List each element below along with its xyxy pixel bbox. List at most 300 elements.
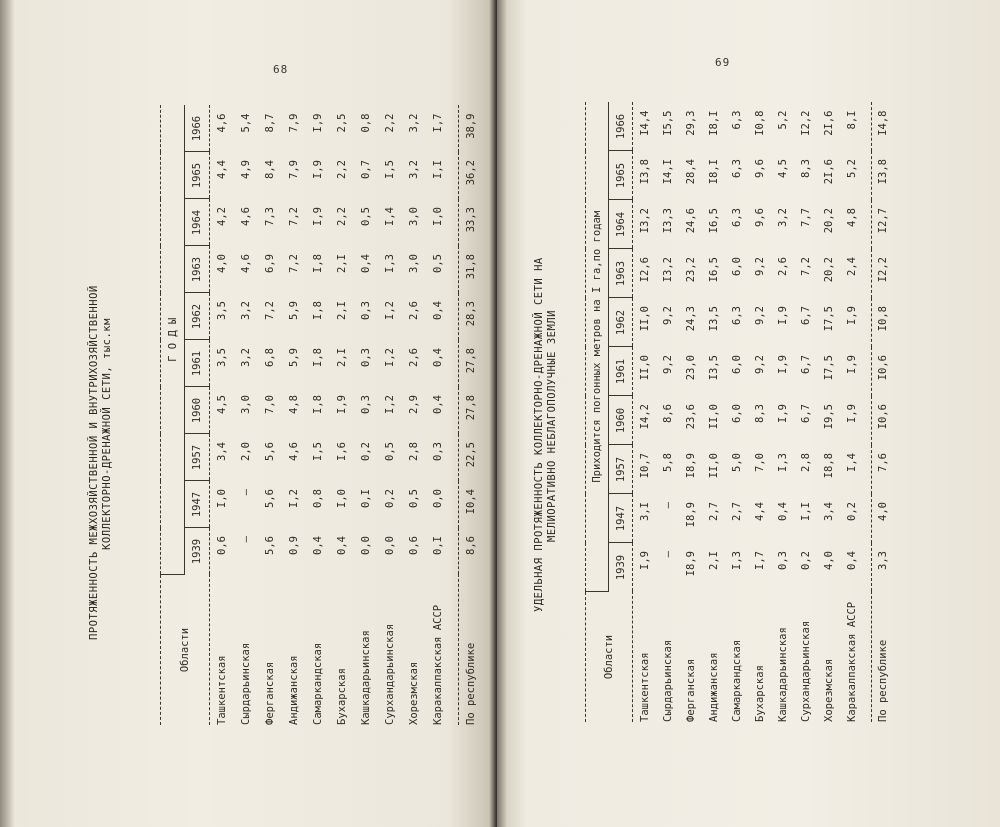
table-row bbox=[748, 103, 771, 723]
value-cell: I3,2 bbox=[661, 257, 674, 283]
value-cell: I7,5 bbox=[822, 306, 835, 332]
value-cell: 6,3 bbox=[730, 208, 743, 227]
region-name: Самаркандская bbox=[730, 639, 743, 722]
header-year: 1965 bbox=[185, 152, 210, 199]
value-cell: 5,4 bbox=[240, 113, 252, 133]
value-cell: 0,8 bbox=[360, 113, 372, 133]
region-name: Андижанская bbox=[288, 655, 300, 725]
table-row bbox=[426, 106, 450, 726]
value-cell: 3,2 bbox=[776, 208, 789, 227]
value-cell: 0,5 bbox=[432, 254, 444, 273]
value-cell: I3,8 bbox=[871, 151, 895, 200]
right-title-line1: УДЕЛЬНАЯ ПРОТЯЖЕННОСТЬ КОЛЛЕКТОРНО-ДРЕНАЖНОЙ СЕТИ НА bbox=[533, 257, 545, 612]
header-year: 1957 bbox=[185, 434, 210, 481]
value-cell: 0,0 bbox=[432, 489, 444, 508]
value-cell: 3,2 bbox=[240, 348, 252, 367]
value-cell: – bbox=[661, 551, 674, 558]
table-row bbox=[679, 103, 702, 723]
table-row bbox=[402, 106, 426, 726]
value-cell: I,9 bbox=[845, 355, 858, 374]
value-cell: I,3 bbox=[384, 254, 396, 273]
value-cell: 38,9 bbox=[458, 106, 483, 153]
total-row bbox=[458, 106, 483, 726]
value-cell: 0,4 bbox=[312, 536, 324, 555]
value-cell: 2,4 bbox=[845, 257, 858, 276]
value-cell: 9,2 bbox=[753, 306, 766, 325]
value-cell: I,8 bbox=[312, 395, 324, 414]
value-cell: 3,3 bbox=[871, 543, 895, 592]
value-cell: 2,2 bbox=[336, 207, 348, 226]
value-cell: 0,8 bbox=[312, 489, 324, 508]
value-cell: – bbox=[240, 536, 252, 543]
value-cell: I8,8 bbox=[822, 453, 835, 479]
value-cell: 29,3 bbox=[684, 110, 697, 136]
page-number-right: 69 bbox=[715, 56, 731, 69]
value-cell: 9,2 bbox=[753, 355, 766, 374]
value-cell: 0,I bbox=[432, 536, 444, 555]
value-cell: I3,3 bbox=[661, 208, 674, 234]
value-cell: I,9 bbox=[312, 207, 324, 226]
value-cell: 6,7 bbox=[799, 355, 812, 374]
region-name: Сырдарьинская bbox=[661, 639, 674, 722]
value-cell: 0,2 bbox=[384, 489, 396, 508]
value-cell: 4,9 bbox=[240, 160, 252, 179]
region-name: Ташкентская bbox=[216, 655, 228, 725]
region-name: Сырдарьинская bbox=[240, 642, 252, 725]
value-cell: 6,0 bbox=[730, 355, 743, 374]
header-year: 1939 bbox=[185, 528, 210, 575]
region-name: Сурхандарьинская bbox=[384, 623, 396, 725]
value-cell: 6,3 bbox=[730, 159, 743, 178]
value-cell: 6,3 bbox=[730, 110, 743, 130]
value-cell: 4,4 bbox=[216, 160, 228, 179]
left-data-table bbox=[160, 99, 475, 725]
value-cell: I4,I bbox=[661, 159, 674, 185]
value-cell: 9,2 bbox=[753, 257, 766, 276]
value-cell: 2,I bbox=[336, 301, 348, 320]
value-cell: 0,0 bbox=[384, 536, 396, 555]
value-cell: I3,8 bbox=[638, 159, 651, 185]
region-name: Каракалпакская АССР bbox=[432, 604, 444, 725]
value-cell: 4,5 bbox=[776, 159, 789, 178]
value-cell: 24,6 bbox=[684, 208, 697, 234]
value-cell: 20,2 bbox=[822, 257, 835, 283]
table-row bbox=[656, 103, 679, 723]
value-cell: I0,6 bbox=[871, 396, 895, 445]
value-cell: 7,0 bbox=[753, 453, 766, 472]
value-cell: I3,2 bbox=[638, 208, 651, 234]
value-cell: 2I,6 bbox=[822, 110, 835, 136]
header-year: 1960 bbox=[609, 396, 633, 445]
value-cell: I,9 bbox=[776, 306, 789, 325]
header-year: 1960 bbox=[185, 387, 210, 434]
left-table-title bbox=[88, 285, 114, 640]
table-row bbox=[258, 106, 282, 726]
value-cell: 0,3 bbox=[360, 301, 372, 320]
value-cell: 7,7 bbox=[799, 208, 812, 227]
value-cell: I6,5 bbox=[707, 257, 720, 283]
value-cell: 23,2 bbox=[684, 257, 697, 283]
value-cell: 5,6 bbox=[264, 442, 276, 461]
value-cell: 0,4 bbox=[360, 254, 372, 273]
value-cell: II,0 bbox=[638, 355, 651, 381]
value-cell: I,9 bbox=[845, 404, 858, 423]
region-name: Бухарская bbox=[336, 668, 348, 725]
value-cell: 0,4 bbox=[336, 536, 348, 555]
value-cell: 36,2 bbox=[458, 152, 483, 199]
value-cell: I8,I bbox=[707, 159, 720, 185]
header-year: 1966 bbox=[185, 106, 210, 153]
value-cell: 4,0 bbox=[871, 494, 895, 543]
table-row bbox=[702, 103, 725, 723]
value-cell: 3,4 bbox=[216, 442, 228, 461]
value-cell: I3,5 bbox=[707, 306, 720, 332]
value-cell: 0,5 bbox=[384, 442, 396, 461]
value-cell: 8,3 bbox=[799, 159, 812, 178]
value-cell: I,8 bbox=[312, 254, 324, 273]
value-cell: 4,5 bbox=[216, 395, 228, 414]
value-cell: I,9 bbox=[776, 404, 789, 423]
value-cell: I,0 bbox=[432, 207, 444, 226]
value-cell: I,3 bbox=[776, 453, 789, 472]
value-cell: I3,5 bbox=[707, 355, 720, 381]
table-row bbox=[794, 103, 817, 723]
value-cell: 2,8 bbox=[799, 453, 812, 472]
value-cell: I,4 bbox=[845, 453, 858, 472]
value-cell: I2,7 bbox=[871, 200, 895, 249]
header-year: 1963 bbox=[185, 246, 210, 293]
value-cell: 4,6 bbox=[240, 207, 252, 226]
right-page bbox=[497, 0, 1000, 827]
value-cell: 0,6 bbox=[216, 536, 228, 555]
value-cell: 4,8 bbox=[288, 395, 300, 414]
region-name: Андижанская bbox=[707, 652, 720, 722]
value-cell: 9,6 bbox=[753, 208, 766, 227]
header-year: 1947 bbox=[609, 494, 633, 543]
value-cell: 0,5 bbox=[360, 207, 372, 226]
table-row bbox=[771, 103, 794, 723]
right-title-line2: МЕЛИОРАТИВНО НЕБЛАГОПОЛУЧНЫЕ ЗЕМЛИ bbox=[546, 310, 558, 542]
value-cell: 2,6 bbox=[776, 257, 789, 276]
region-name: Ферганская bbox=[264, 661, 276, 725]
total-row bbox=[871, 103, 895, 723]
value-cell: II,0 bbox=[638, 306, 651, 332]
value-cell: 7,2 bbox=[799, 257, 812, 276]
value-cell: 8,7 bbox=[264, 113, 276, 133]
value-cell: 2,5 bbox=[336, 113, 348, 133]
header-year: 1962 bbox=[185, 293, 210, 340]
value-cell: I,9 bbox=[336, 395, 348, 414]
table-row bbox=[306, 106, 330, 726]
value-cell: 2I,6 bbox=[822, 159, 835, 185]
region-name: По республике bbox=[458, 575, 483, 726]
value-cell: 2,2 bbox=[384, 113, 396, 133]
value-cell: 4,8 bbox=[845, 208, 858, 227]
header-years-group: Г О Д Ы bbox=[161, 106, 185, 575]
value-cell: 23,6 bbox=[684, 404, 697, 430]
value-cell: 9,6 bbox=[753, 159, 766, 178]
right-data-table bbox=[585, 86, 895, 722]
value-cell: 5,6 bbox=[264, 489, 276, 508]
table-row bbox=[210, 106, 235, 726]
right-table-title bbox=[533, 257, 559, 612]
value-cell: 2,0 bbox=[240, 442, 252, 461]
value-cell: I2,6 bbox=[638, 257, 651, 283]
value-cell: 3,4 bbox=[822, 502, 835, 521]
value-cell: I0,7 bbox=[638, 453, 651, 479]
value-cell: – bbox=[661, 502, 674, 509]
value-cell: I,9 bbox=[776, 355, 789, 374]
value-cell: I5,5 bbox=[661, 110, 674, 136]
value-cell: 0,2 bbox=[799, 551, 812, 570]
value-cell: 7,2 bbox=[288, 207, 300, 226]
value-cell: I7,5 bbox=[822, 355, 835, 381]
value-cell: I,7 bbox=[753, 551, 766, 570]
value-cell: I,3 bbox=[730, 551, 743, 570]
value-cell: 31,8 bbox=[458, 246, 483, 293]
value-cell: I,2 bbox=[288, 489, 300, 508]
value-cell: 3,0 bbox=[408, 254, 420, 273]
value-cell: I,7 bbox=[432, 113, 444, 133]
header-year: 1957 bbox=[609, 445, 633, 494]
value-cell: 7,2 bbox=[288, 254, 300, 273]
value-cell: I0,6 bbox=[871, 347, 895, 396]
value-cell: 9,2 bbox=[661, 355, 674, 374]
value-cell: 3,2 bbox=[408, 113, 420, 133]
value-cell: 5,0 bbox=[730, 453, 743, 472]
region-name: Ферганская bbox=[684, 658, 697, 722]
value-cell: 6,3 bbox=[730, 306, 743, 325]
value-cell: 5,8 bbox=[661, 453, 674, 472]
value-cell: 3,5 bbox=[216, 301, 228, 320]
value-cell: 27,8 bbox=[458, 387, 483, 434]
value-cell: 0,5 bbox=[408, 489, 420, 508]
value-cell: I,2 bbox=[384, 395, 396, 414]
value-cell: I8,9 bbox=[684, 453, 697, 479]
header-year: 1964 bbox=[185, 199, 210, 246]
value-cell: I,2 bbox=[384, 301, 396, 320]
value-cell: I,9 bbox=[845, 306, 858, 325]
value-cell: 5,9 bbox=[288, 348, 300, 367]
value-cell: 3,0 bbox=[240, 395, 252, 414]
header-year: 1961 bbox=[609, 347, 633, 396]
value-cell: 4,0 bbox=[216, 254, 228, 273]
value-cell: 3,5 bbox=[216, 348, 228, 367]
header-regions: Области bbox=[161, 575, 210, 726]
value-cell: 2,6 bbox=[408, 301, 420, 320]
value-cell: 7,0 bbox=[264, 395, 276, 414]
value-cell: I,9 bbox=[312, 113, 324, 133]
value-cell: I,5 bbox=[384, 160, 396, 179]
value-cell: I,9 bbox=[312, 160, 324, 179]
value-cell: 8,3 bbox=[753, 404, 766, 423]
value-cell: 20,2 bbox=[822, 208, 835, 234]
value-cell: 4,4 bbox=[753, 502, 766, 521]
value-cell: 0,3 bbox=[776, 551, 789, 570]
table-row bbox=[234, 106, 258, 726]
table-row bbox=[282, 106, 306, 726]
value-cell: 6,0 bbox=[730, 257, 743, 276]
value-cell: – bbox=[240, 489, 252, 496]
value-cell: I2,2 bbox=[871, 249, 895, 298]
value-cell: 6,8 bbox=[264, 348, 276, 367]
value-cell: 0,2 bbox=[360, 442, 372, 461]
value-cell: 6,9 bbox=[264, 254, 276, 273]
region-name: Каракалпакская АССР bbox=[845, 601, 858, 722]
value-cell: I8,9 bbox=[684, 551, 697, 577]
value-cell: 0,3 bbox=[360, 395, 372, 414]
value-cell: 3,2 bbox=[408, 160, 420, 179]
value-cell: I,8 bbox=[312, 348, 324, 367]
header-year: 1964 bbox=[609, 200, 633, 249]
region-name: Ташкентская bbox=[638, 652, 651, 722]
value-cell: 5,2 bbox=[845, 159, 858, 178]
value-cell: 2,I bbox=[336, 254, 348, 273]
value-cell: 0,4 bbox=[432, 395, 444, 414]
value-cell: 7,3 bbox=[264, 207, 276, 226]
table-row bbox=[633, 103, 657, 723]
value-cell: I4,4 bbox=[638, 110, 651, 136]
value-cell: 33,3 bbox=[458, 199, 483, 246]
value-cell: 4,6 bbox=[240, 254, 252, 273]
value-cell: 0,4 bbox=[776, 502, 789, 521]
value-cell: 2,2 bbox=[336, 160, 348, 179]
value-cell: 22,5 bbox=[458, 434, 483, 481]
value-cell: 27,8 bbox=[458, 340, 483, 387]
value-cell: 3,2 bbox=[240, 301, 252, 320]
value-cell: 0,I bbox=[360, 489, 372, 508]
header-year: 1962 bbox=[609, 298, 633, 347]
page-number-left: 68 bbox=[273, 63, 289, 76]
value-cell: 0,9 bbox=[288, 536, 300, 555]
value-cell: I0,4 bbox=[458, 481, 483, 528]
value-cell: 23,0 bbox=[684, 355, 697, 381]
value-cell: I4,8 bbox=[871, 103, 895, 152]
value-cell: 0,4 bbox=[845, 551, 858, 570]
value-cell: I8,I bbox=[707, 110, 720, 136]
header-year: 1947 bbox=[185, 481, 210, 528]
value-cell: 4,6 bbox=[288, 442, 300, 461]
value-cell: I4,2 bbox=[638, 404, 651, 430]
region-name: Бухарская bbox=[753, 665, 766, 722]
value-cell: 28,3 bbox=[458, 293, 483, 340]
header-year: 1965 bbox=[609, 151, 633, 200]
left-table-grid bbox=[160, 106, 483, 726]
table-row bbox=[840, 103, 863, 723]
value-cell: I0,8 bbox=[753, 110, 766, 136]
value-cell: 4,6 bbox=[216, 113, 228, 133]
value-cell: 0,7 bbox=[360, 160, 372, 179]
value-cell: II,0 bbox=[707, 453, 720, 479]
value-cell: 5,2 bbox=[776, 110, 789, 130]
value-cell: 8,I bbox=[845, 110, 858, 130]
value-cell: I,6 bbox=[336, 442, 348, 461]
header-years-group: Приходится погонных метров на I га,по годам bbox=[586, 103, 609, 592]
value-cell: 28,4 bbox=[684, 159, 697, 185]
value-cell: I0,8 bbox=[871, 298, 895, 347]
value-cell: I,2 bbox=[384, 348, 396, 367]
value-cell: 8,6 bbox=[661, 404, 674, 423]
header-year: 1961 bbox=[185, 340, 210, 387]
value-cell: 2,7 bbox=[730, 502, 743, 521]
value-cell: 2,I bbox=[707, 551, 720, 570]
value-cell: 0,3 bbox=[432, 442, 444, 461]
value-cell: 6,0 bbox=[730, 404, 743, 423]
value-cell: 5,9 bbox=[288, 301, 300, 320]
left-title-line2: КОЛЛЕКТОРНО-ДРЕНАЖНОЙ СЕТИ, тыс.км bbox=[101, 318, 113, 550]
region-name: Хорезмская bbox=[408, 661, 420, 725]
value-cell: 7,9 bbox=[288, 160, 300, 179]
value-cell: 4,0 bbox=[822, 551, 835, 570]
value-cell: I,8 bbox=[312, 301, 324, 320]
value-cell: I9,5 bbox=[822, 404, 835, 430]
value-cell: 2,I bbox=[336, 348, 348, 367]
value-cell: 2,7 bbox=[707, 502, 720, 521]
value-cell: I,0 bbox=[336, 489, 348, 508]
value-cell: I,I bbox=[432, 160, 444, 179]
left-title-line1: ПРОТЯЖЕННОСТЬ МЕЖХОЗЯЙСТВЕННОЙ И ВНУТРИХОЗЯЙСТВЕННОЙ bbox=[88, 285, 100, 640]
right-table-grid bbox=[585, 103, 895, 723]
value-cell: I,9 bbox=[638, 551, 651, 570]
region-name: По республике bbox=[871, 592, 895, 723]
value-cell: I,4 bbox=[384, 207, 396, 226]
table-row bbox=[354, 106, 378, 726]
left-page bbox=[0, 0, 497, 827]
value-cell: 6,7 bbox=[799, 306, 812, 325]
value-cell: 6,7 bbox=[799, 404, 812, 423]
value-cell: 3,I bbox=[638, 502, 651, 521]
region-name: Кашкадарьинская bbox=[360, 630, 372, 725]
table-row bbox=[725, 103, 748, 723]
value-cell: I,0 bbox=[216, 489, 228, 508]
value-cell: I8,9 bbox=[684, 502, 697, 528]
value-cell: 0,6 bbox=[408, 536, 420, 555]
value-cell: 3,0 bbox=[408, 207, 420, 226]
value-cell: 7,6 bbox=[871, 445, 895, 494]
value-cell: I,I bbox=[799, 502, 812, 521]
table-row bbox=[330, 106, 354, 726]
value-cell: 5,6 bbox=[264, 536, 276, 555]
region-name: Кашкадарьинская bbox=[776, 627, 789, 722]
value-cell: 24,3 bbox=[684, 306, 697, 332]
value-cell: 0,4 bbox=[432, 348, 444, 367]
table-row bbox=[817, 103, 840, 723]
value-cell: 0,4 bbox=[432, 301, 444, 320]
value-cell: I2,2 bbox=[799, 110, 812, 136]
region-name: Сурхандарьинская bbox=[799, 620, 812, 722]
value-cell: 9,2 bbox=[661, 306, 674, 325]
value-cell: 8,4 bbox=[264, 160, 276, 179]
value-cell: 0,2 bbox=[845, 502, 858, 521]
header-year: 1966 bbox=[609, 103, 633, 152]
value-cell: II,0 bbox=[707, 404, 720, 430]
value-cell: 8,6 bbox=[458, 528, 483, 575]
value-cell: 7,2 bbox=[264, 301, 276, 320]
value-cell: 2,9 bbox=[408, 395, 420, 414]
region-name: Хорезмская bbox=[822, 658, 835, 722]
value-cell: I,5 bbox=[312, 442, 324, 461]
value-cell: 2,8 bbox=[408, 442, 420, 461]
value-cell: I6,5 bbox=[707, 208, 720, 234]
value-cell: 0,0 bbox=[360, 536, 372, 555]
value-cell: 0,3 bbox=[360, 348, 372, 367]
header-year: 1939 bbox=[609, 543, 633, 592]
header-regions: Области bbox=[586, 592, 633, 723]
region-name: Самаркандская bbox=[312, 642, 324, 725]
value-cell: 4,2 bbox=[216, 207, 228, 226]
header-year: 1963 bbox=[609, 249, 633, 298]
value-cell: 7,9 bbox=[288, 113, 300, 133]
